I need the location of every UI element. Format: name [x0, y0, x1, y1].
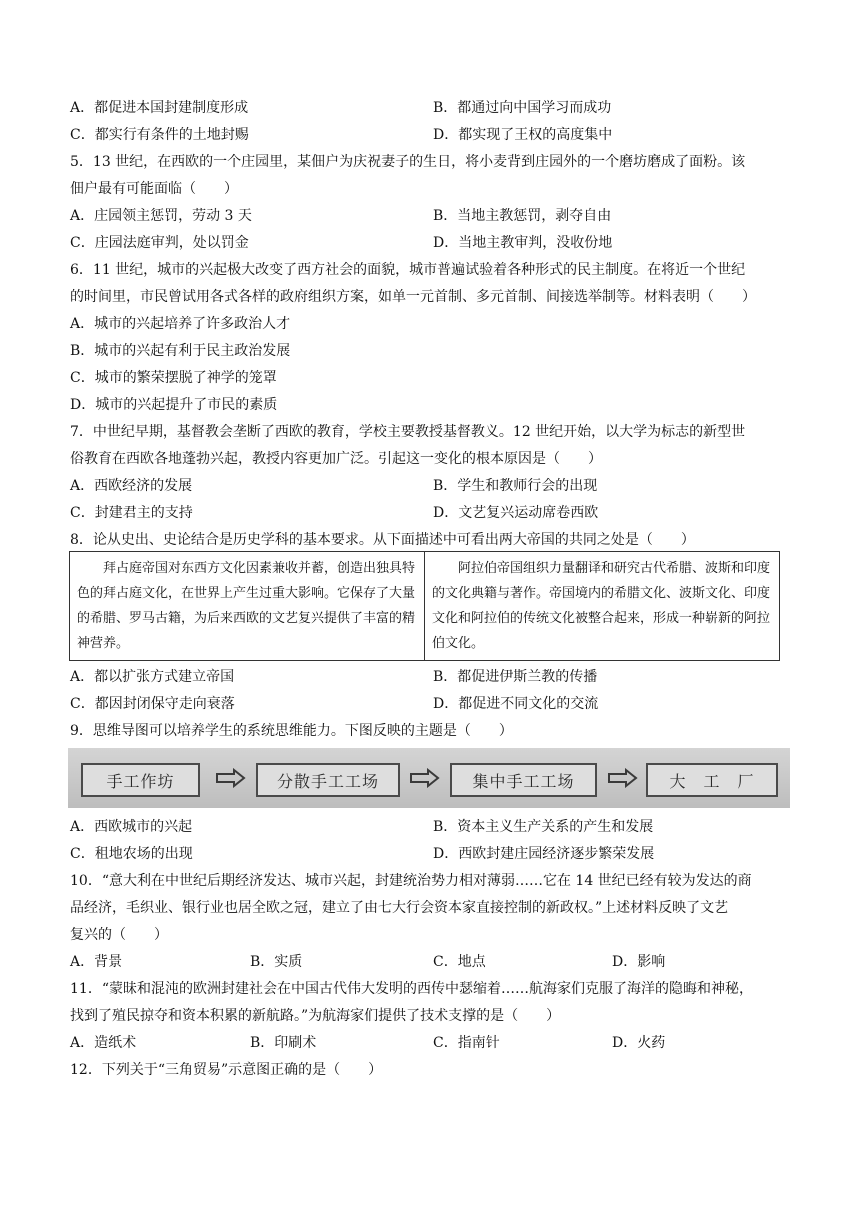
q9-option-b: B．资本主义生产关系的产生和发展 [433, 819, 654, 835]
q10-option-a: A．背景 [70, 954, 123, 970]
flow-box-factory: 大 工 厂 [646, 763, 778, 797]
q8-material-left: 拜占庭帝国对东西方文化因素兼收并蓄，创造出独具特色的拜占庭文化，在世界上产生过重大影响。它保存了大量的希腊、罗马古籍，为后来西欧的文艺复兴提供了丰富的精神营养。 [70, 552, 425, 661]
q4-option-d: D．都实现了王权的高度集中 [433, 127, 613, 143]
q7-stem-line1: 7．中世纪早期，基督教会垄断了西欧的教育，学校主要教授基督教义。12 世纪开始，以大学为标志的新型世 [70, 424, 746, 440]
q11-stem-line1: 11．“蒙昧和混沌的欧洲封建社会在中国古代伟大发明的西传中瑟缩着……航海家们克服了海洋的隐晦和神秘， [70, 981, 753, 997]
q8-option-a: A．都以扩张方式建立帝国 [70, 669, 235, 685]
q7-option-c: C．封建君主的支持 [70, 505, 193, 521]
q5-option-d: D．当地主教审判，没收份地 [433, 235, 613, 251]
q10-option-c: C．地点 [433, 954, 486, 970]
flow-arrow-icon [216, 768, 246, 788]
q10-option-b: B．实质 [250, 954, 303, 970]
q6-stem-line2: 的时间里，市民曾试用各式各样的政府组织方案，如单一元首制、多元首制、间接选举制等。材料表明（ ） [70, 289, 756, 305]
q7-option-d: D．文艺复兴运动席卷西欧 [433, 505, 599, 521]
q11-option-c: C．指南针 [433, 1035, 500, 1051]
q10-stem-line2: 品经济，毛织业、银行业也居全欧之冠，建立了由七大行会资本家直接控制的新政权。”上述材料反映了文艺 [70, 900, 729, 916]
q10-stem-line1: 10．“意大利在中世纪后期经济发达、城市兴起，封建统治势力相对薄弱……它在 14 世纪已经有较为发达的商 [70, 873, 752, 889]
flow-box-centralized-manufactory: 集中手工工场 [450, 763, 597, 797]
q5-option-a: A．庄园领主惩罚，劳动 3 天 [70, 208, 252, 224]
q9-stem: 9．思维导图可以培养学生的系统思维能力。下图反映的主题是（ ） [70, 723, 513, 739]
flow-arrow-icon [410, 768, 440, 788]
q6-option-b: B．城市的兴起有利于民主政治发展 [70, 343, 291, 359]
q11-option-b: B．印刷术 [250, 1035, 317, 1051]
q9-option-a: A．西欧城市的兴起 [70, 819, 193, 835]
q11-option-d: D．火药 [612, 1035, 666, 1051]
q8-option-c: C．都因封闭保守走向衰落 [70, 696, 235, 712]
q6-stem-line1: 6．11 世纪，城市的兴起极大改变了西方社会的面貌，城市普遍试验着各种形式的民主制度。在将近一个世纪 [70, 262, 746, 278]
q6-option-a: A．城市的兴起培养了许多政治人才 [70, 316, 291, 332]
q4-option-b: B．都通过向中国学习而成功 [433, 100, 612, 116]
q11-stem-line2: 找到了殖民掠夺和资本积累的新航路。”为航海家们提供了技术支撑的是（ ） [70, 1008, 561, 1024]
q10-option-d: D．影响 [612, 954, 666, 970]
q8-stem: 8．论从史出、史论结合是历史学科的基本要求。从下面描述中可看出两大帝国的共同之处是（ ） [70, 532, 695, 548]
flow-box-scattered-manufactory: 分散手工工场 [256, 763, 400, 797]
q8-option-b: B．都促进伊斯兰教的传播 [433, 669, 598, 685]
q9-flow-diagram [68, 748, 790, 808]
q10-stem-line3: 复兴的（ ） [70, 927, 168, 943]
q7-stem-line2: 俗教育在西欧各地蓬勃兴起，教授内容更加广泛。引起这一变化的根本原因是（ ） [70, 451, 602, 467]
q5-stem-line2: 佃户最有可能面临（ ） [70, 181, 238, 197]
q12-stem: 12．下列关于“三角贸易”示意图正确的是（ ） [70, 1062, 383, 1078]
q8-material-right: 阿拉伯帝国组织力量翻译和研究古代希腊、波斯和印度的文化典籍与著作。帝国境内的希腊文化、波斯文化、印度文化和阿拉伯的传统文化被整合起来，形成一种崭新的阿拉伯文化。 [425, 552, 780, 661]
flow-box-workshop: 手工作坊 [81, 763, 200, 797]
q11-option-a: A．造纸术 [70, 1035, 137, 1051]
q4-option-a: A．都促进本国封建制度形成 [70, 100, 249, 116]
q7-option-b: B．学生和教师行会的出现 [433, 478, 598, 494]
q4-option-c: C．都实行有条件的土地封赐 [70, 127, 249, 143]
q6-option-c: C．城市的繁荣摆脱了神学的笼罩 [70, 370, 277, 386]
q5-stem-line1: 5．13 世纪，在西欧的一个庄园里，某佃户为庆祝妻子的生日，将小麦背到庄园外的一个磨坊磨成了面粉。该 [70, 154, 746, 170]
q5-option-c: C．庄园法庭审判，处以罚金 [70, 235, 249, 251]
flow-arrow-icon [608, 768, 638, 788]
q9-option-d: D．西欧封建庄园经济逐步繁荣发展 [433, 846, 655, 862]
q9-option-c: C．租地农场的出现 [70, 846, 193, 862]
q6-option-d: D．城市的兴起提升了市民的素质 [70, 397, 278, 413]
q5-option-b: B．当地主教惩罚，剥夺自由 [433, 208, 612, 224]
q8-material-table [69, 551, 780, 661]
q7-option-a: A．西欧经济的发展 [70, 478, 193, 494]
q8-option-d: D．都促进不同文化的交流 [433, 696, 599, 712]
